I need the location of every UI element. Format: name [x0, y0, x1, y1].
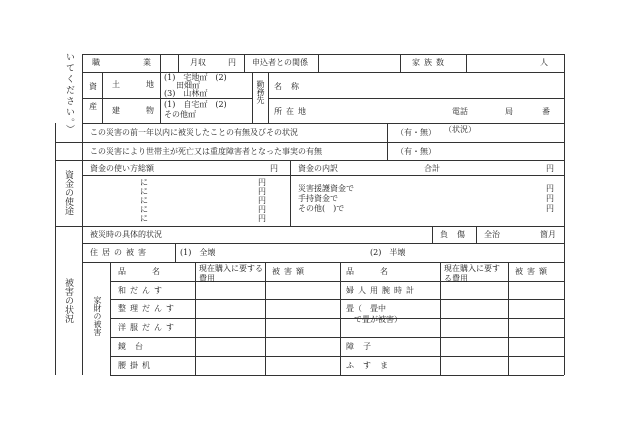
housing-label: 住居の被害 — [90, 248, 150, 257]
rule-recovery — [476, 226, 477, 243]
number-label: 番 — [542, 107, 550, 116]
fund-source-yen-1: 円 — [546, 184, 554, 193]
rule-funds-bottom — [55, 226, 564, 227]
rule-tbl-e — [440, 262, 441, 375]
total-collapse: (1) 全壊 — [180, 248, 216, 257]
item-shouji: 障子 — [346, 342, 380, 351]
monthly-income-label: 月収 — [190, 58, 206, 67]
funds-total-yen: 円 — [270, 164, 278, 173]
col-damage-left: 被害額 — [272, 267, 308, 276]
item-kyoudai: 鏡台 — [118, 342, 152, 351]
rule-table-r4 — [110, 356, 564, 357]
rule-specific-bottom — [82, 243, 564, 244]
rule-table-r3 — [110, 337, 340, 338]
fund-use-yen-2: 円 — [258, 187, 266, 196]
rule-assets-bottom — [82, 123, 564, 124]
assets-heading-2: 産 — [89, 102, 97, 111]
family-count-label: 家族数 — [412, 58, 448, 67]
item-tatami-2: で畳が被害） — [354, 315, 402, 324]
item-fusuma: ふすま — [346, 361, 397, 370]
fund-source-1: 災害援護資金で — [298, 184, 354, 193]
station-label: 局 — [505, 107, 513, 116]
fund-source-3: その他( )で — [298, 204, 345, 213]
rule-tbl-a — [110, 262, 111, 375]
rule-r1-f — [466, 54, 467, 72]
land-line-1: (1) 宅地㎡ (2) — [164, 73, 227, 82]
building-line-1: (1) 自宅㎡ (2) — [164, 100, 227, 109]
col-item-right: 品 名 — [346, 267, 397, 276]
col-cost-right: 現在購入に要する費用 — [444, 264, 500, 283]
persons-unit: 人 — [540, 58, 548, 67]
q1-text: この災害の前一年以内に被災したことの有無及びその状況 — [90, 128, 298, 137]
side-note: いてください。） — [64, 52, 74, 136]
rule-injury — [432, 226, 433, 243]
months-label: 箇月 — [540, 230, 556, 239]
rule-work-mid — [268, 98, 564, 99]
household-heading: 家財の被害 — [93, 296, 102, 336]
damage-heading: 被害の状況 — [63, 278, 73, 323]
rule-left-outer — [55, 123, 56, 375]
fund-use-1: に — [140, 178, 148, 187]
rule-table-r1 — [110, 299, 564, 300]
item-tatami-1: 畳（ 畳中 — [346, 304, 386, 313]
rule-funds-head — [82, 175, 564, 176]
rule-assets-a — [102, 72, 103, 123]
funds-sum-label: 合計 — [424, 164, 440, 173]
fund-use-yen-5: 円 — [258, 214, 266, 223]
phone-label: 電話 — [452, 107, 468, 116]
rule-tbl-d — [340, 262, 341, 375]
rule-r1-b — [178, 54, 179, 72]
fund-source-2: 手持資金で — [298, 194, 338, 203]
rule-tbl-f — [508, 262, 509, 375]
workplace-name-label: 名称 — [274, 82, 308, 91]
rule-q1-bottom — [55, 142, 564, 143]
rule-funds-mid — [290, 160, 291, 226]
rule-assets-c — [252, 72, 253, 123]
q2-text: この災害により世帯主が死亡又は重度障害者となった事実の有無 — [90, 147, 322, 156]
funds-breakdown-label: 資金の内訳 — [298, 164, 338, 173]
rule-r1-c — [244, 54, 245, 72]
building-line-2: その他㎡ — [164, 110, 196, 119]
income-yen: 円 — [228, 58, 236, 67]
rule-tbl-b — [195, 262, 196, 375]
workplace-heading: 勤務先 — [256, 80, 265, 104]
fund-use-yen-4: 円 — [258, 205, 266, 214]
occupation-label: 職 業 — [92, 58, 160, 67]
rule-r1-d — [318, 54, 319, 72]
fund-source-yen-3: 円 — [546, 204, 554, 213]
rule-q-choice — [387, 123, 388, 160]
rule-table-r5 — [110, 375, 564, 376]
q1-choice[interactable]: （有・無） — [396, 128, 436, 137]
rule-table-r3b — [340, 337, 564, 338]
col-damage-right: 被害額 — [515, 267, 551, 276]
item-koshikakezukue: 腰掛机 — [118, 361, 154, 370]
rule-work-a — [268, 72, 269, 123]
rule-q2-bottom — [55, 160, 564, 161]
building-label: 建 物 — [112, 106, 163, 115]
rule-housing — [175, 243, 176, 262]
funds-total-label: 資金の使い方総額 — [90, 164, 154, 173]
rule-top — [82, 54, 564, 55]
col-item-left: 品 名 — [118, 267, 169, 276]
specific-label: 被災時の具体的状況 — [90, 230, 162, 239]
rule-tbl-c — [265, 262, 266, 375]
fund-use-3: に — [140, 196, 148, 205]
recovery-label: 全治 — [484, 230, 500, 239]
land-line-3: (3) 山林㎡ — [164, 89, 208, 98]
rule-r1-e — [400, 54, 401, 72]
item-seiridansu: 整理だんす — [118, 304, 178, 313]
fund-use-4: に — [140, 205, 148, 214]
half-collapse: (2) 半壊 — [370, 248, 406, 257]
assets-heading-1: 資 — [89, 82, 97, 91]
land-line-2: 田畑㎡ — [176, 81, 200, 90]
fund-use-5: に — [140, 214, 148, 223]
fund-use-yen-3: 円 — [258, 196, 266, 205]
item-watch: 婦人用腕時計 — [346, 286, 418, 295]
rule-left-inner — [82, 54, 83, 375]
rule-housing-bottom — [82, 262, 564, 263]
land-label: 土 地 — [112, 80, 163, 89]
relationship-label: 申込者との関係 — [252, 58, 308, 67]
q1-status: （状況） — [444, 125, 476, 134]
funds-breakdown-yen: 円 — [546, 164, 554, 173]
rule-r1-a — [160, 54, 161, 72]
rule-table-r2 — [110, 318, 564, 319]
q2-choice[interactable]: （有・無） — [396, 147, 436, 156]
fund-source-yen-2: 円 — [546, 194, 554, 203]
rule-row1-bottom — [82, 72, 564, 73]
funds-heading: 資金の使途 — [63, 170, 73, 215]
rule-right — [564, 54, 565, 375]
col-cost-left: 現在購入に要する費用 — [199, 264, 263, 283]
item-wadansu: 和だんす — [118, 286, 166, 295]
workplace-address-label: 所在地 — [274, 107, 310, 116]
fund-use-2: に — [140, 187, 148, 196]
injury-label: 負傷 — [440, 230, 474, 239]
item-youfukudansu: 洋服だんす — [118, 323, 178, 332]
fund-use-yen-1: 円 — [258, 178, 266, 187]
